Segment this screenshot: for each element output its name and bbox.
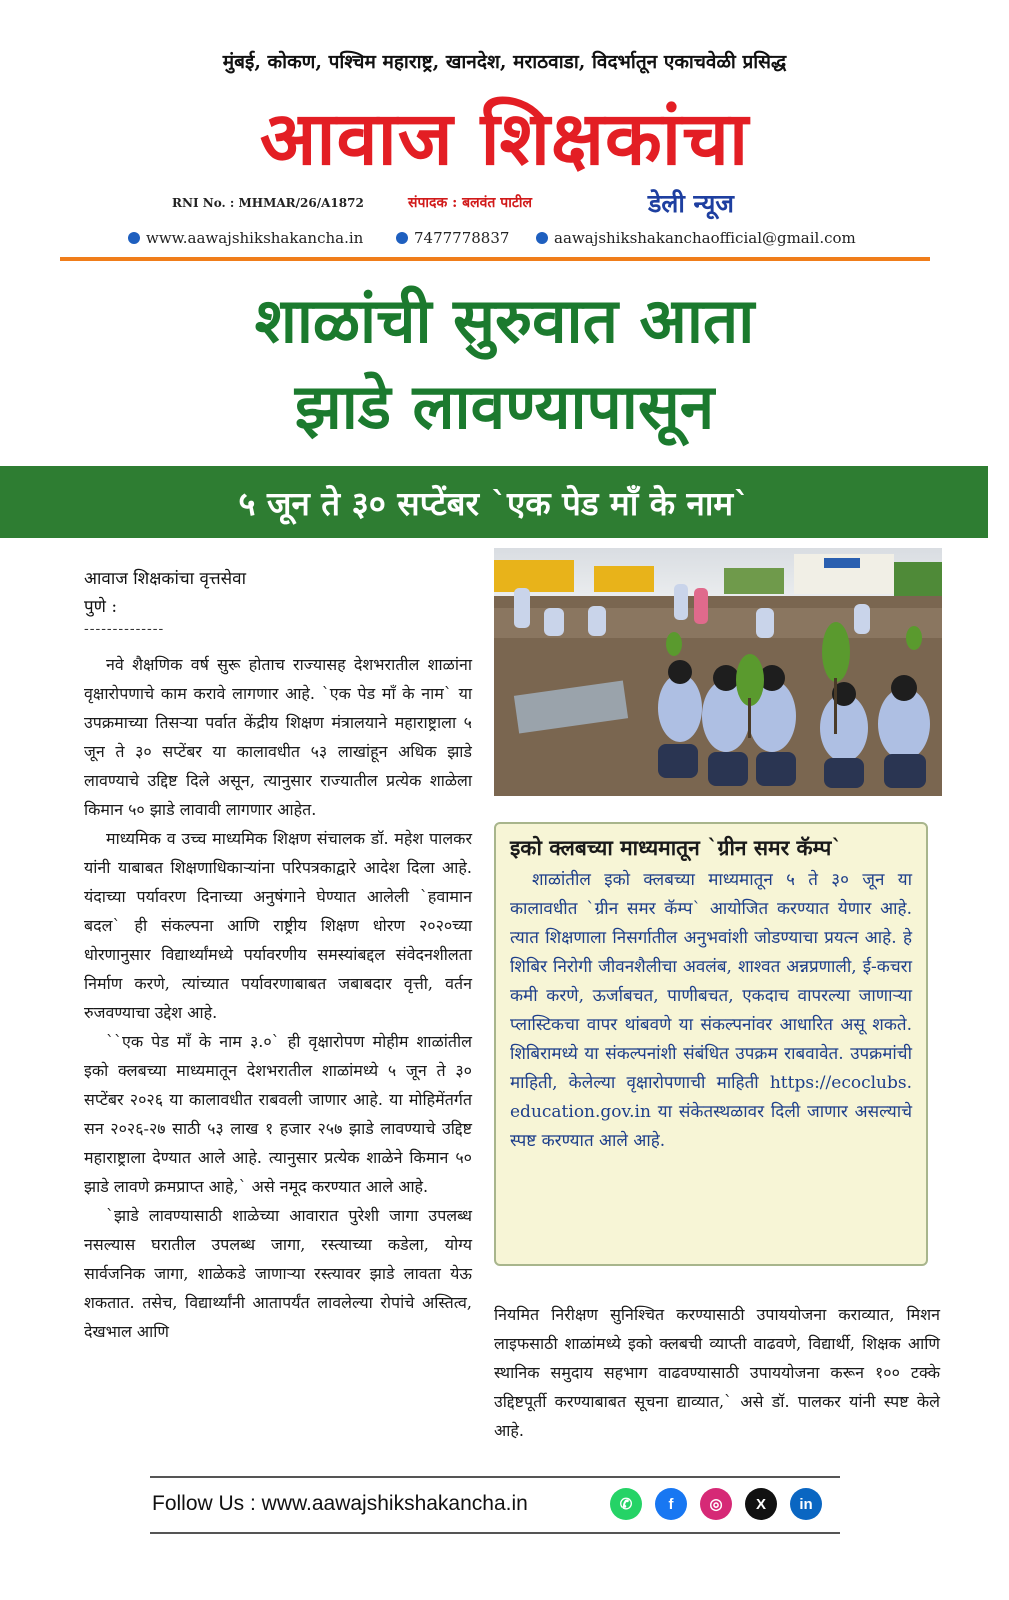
masthead-tagline: मुंबई, कोकण, पश्चिम महाराष्ट्र, खानदेश, मराठवाडा, विदर्भातून एकाचवेळी प्रसिद्ध [222,51,787,73]
instagram-icon[interactable]: ◎ [700,1488,732,1520]
article-paragraph: `झाडे लावण्यासाठी शाळेच्या आवारात पुरेशी जागा उपलब्ध नसल्यास घरातील उपलब्ध जागा, रस्त्याच्या कडेला, योग्य सार्वजनिक जागा, शाळेकडे जाणाऱ्या रस्त्यावर झाडे लावता येऊ शकतात. तसेच, विद्यार्थ्यांनी आतापर्यंत लावलेल्या रोपांचे अस्तित्व, देखभाल आणि [84,1206,472,1341]
headline [0,278,1009,450]
article-continuation: नियमित निरीक्षण सुनिश्चित करण्यासाठी उपाययोजना कराव्यात, मिशन लाइफसाठी शाळांमध्ये इको क्लबची व्याप्ती वाढवणे, विद्यार्थी, शिक्षक आणि स्थानिक समुदाय सहभाग वाढवण्यासाठी उपाययोजना करून १०० टक्के उद्दिष्टपूर्ती करण्याबाबत सूचना द्याव्यात,` असे डॉ. पालकर यांनी स्पष्ट केले आहे. [494,1305,940,1440]
article-body-left [84,650,472,1346]
whatsapp-icon[interactable]: ✆ [610,1488,642,1520]
byline-separator: -------------- [84,621,165,637]
green-summer-camp-box [494,822,928,1266]
subheadline: ५ जून ते ३० सप्टेंबर `एक पेड माँ के नाम` [238,483,750,523]
phone-icon [396,232,408,244]
rni-number: RNI No. : MHMAR/26/A1872 [172,196,364,210]
box-body: शाळांतील इको क्लबच्या माध्यमातून ५ ते ३० जून या कालावधीत `ग्रीन समर कॅम्प` आयोजित करण्यात येणार आहे. त्यात शिक्षणाला निसर्गातील अनुभवांशी जोडण्याचा प्रयत्न आहे. हे शिबिर निरोगी जीवनशैलीचा अवलंब, शाश्वत अन्नप्रणाली, ई-कचरा कमी करणे, ऊर्जाबचत, पाणीबचत, एकदाच वापरल्या जाणाऱ्या प्लास्टिकचा वापर थांबवणे या संकल्पनांवर आधारित असू शकते. शिबिरामध्ये या संकल्पनांशी संबंधित उपक्रम राबवावेत. उपक्रमांची माहिती, केलेल्या वृक्षारोपणाची माहिती https://ecoclubs. education.gov.in या संकेतस्थळावर दिली जाणार असल्याचे स्पष्ट करण्यात आले आहे. [510,870,912,1151]
follow-us-text[interactable]: Follow Us : www.aawajshikshakancha.in [152,1492,528,1515]
byline-source: आवाज शिक्षकांचा वृत्तसेवा [84,569,247,589]
article-paragraph: ``एक पेड माँ के नाम ३.०` ही वृक्षारोपण मोहीम शाळांतील इको क्लबच्या माध्यमातून देशभरातील शाळांमध्ये ५ जून ते ३० सप्टेंबर २०२६ या कालावधीत राबवली जाणार आहे. या मोहिमेंतर्गत सन २०२६-२७ साठी ५३ लाख १ हजार २५७ झाडे लावण्याचे उद्दिष्ट महाराष्ट्राला देण्यात आले आहे. त्यानुसार प्रत्येक शाळेने किमान ५० झाडे लावणे क्रमप्राप्त आहे,` असे नमूद करण्यात आले आहे. [84,1032,472,1196]
box-title: इको क्लबच्या माध्यमातून `ग्रीन समर कॅम्प` [510,835,842,860]
footer-bottom-rule [150,1532,840,1534]
website-text: www.aawajshikshakancha.in [146,229,364,247]
byline-place: पुणे : [84,597,118,617]
x-icon[interactable]: X [745,1488,777,1520]
article-paragraph: नवे शैक्षणिक वर्ष सुरू होताच राज्यासह देशभरातील शाळांना वृक्षारोपणाचे काम करावे लागणार आहे. `एक पेड माँ के नाम` या उपक्रमाच्या तिसऱ्या पर्वात केंद्रीय शिक्षण मंत्रालयाने महाराष्ट्राला ५ जून ते ३० सप्टेंबर या कालावधीत ५३ लाखांहून अधिक झाडे लावण्याचे उद्दिष्ट दिले असून, त्यानुसार राज्यातील प्रत्येक शाळेला किमान ५० झाडे लावावी लागणार आहेत. [84,655,472,819]
headline-line-2: झाडे लावण्यापासून [294,370,715,443]
contact-website[interactable] [128,229,363,247]
tree-planting-illustration [494,548,942,796]
email-icon [536,232,548,244]
header-divider [60,257,930,261]
byline [84,565,246,621]
daily-news-label: डेली न्यूज [648,189,734,218]
masthead-title: आवाज शिक्षकांचा [259,96,750,182]
contact-phone[interactable] [396,229,509,247]
linkedin-icon[interactable]: in [790,1488,822,1520]
tree-planting-photo [494,548,942,796]
facebook-icon[interactable]: f [655,1488,687,1520]
article-paragraph: माध्यमिक व उच्च माध्यमिक शिक्षण संचालक डॉ. महेश पालकर यांनी याबाबत शिक्षणाधिकाऱ्यांना परिपत्रकाद्वारे आदेश दिला आहे. यंदाच्या पर्यावरण दिनाच्या अनुषंगाने घेण्यात आलेली `हवामान बदल` ही संकल्पना आणि राष्ट्रीय शिक्षण धोरण २०२०च्या धोरणानुसार विद्यार्थ्यांमध्ये पर्यावरणीय समस्यांबद्दल संवेदनशीलता निर्माण करणे, त्यांच्यात पर्यावरणाबाबत जबाबदार वृत्ती, वर्तन रुजवण्याचा उद्देश आहे. [84,829,472,1022]
globe-icon [128,232,140,244]
email-text: aawajshikshakanchaofficial@gmail.com [554,229,856,247]
phone-text: 7477778837 [414,229,510,247]
subheadline-band [0,466,988,538]
headline-line-1: शाळांची सुरुवात आता [254,284,755,357]
contact-email[interactable] [536,229,856,247]
editor-name: संपादक : बलवंत पाटील [408,195,533,211]
footer-top-rule [150,1476,840,1478]
